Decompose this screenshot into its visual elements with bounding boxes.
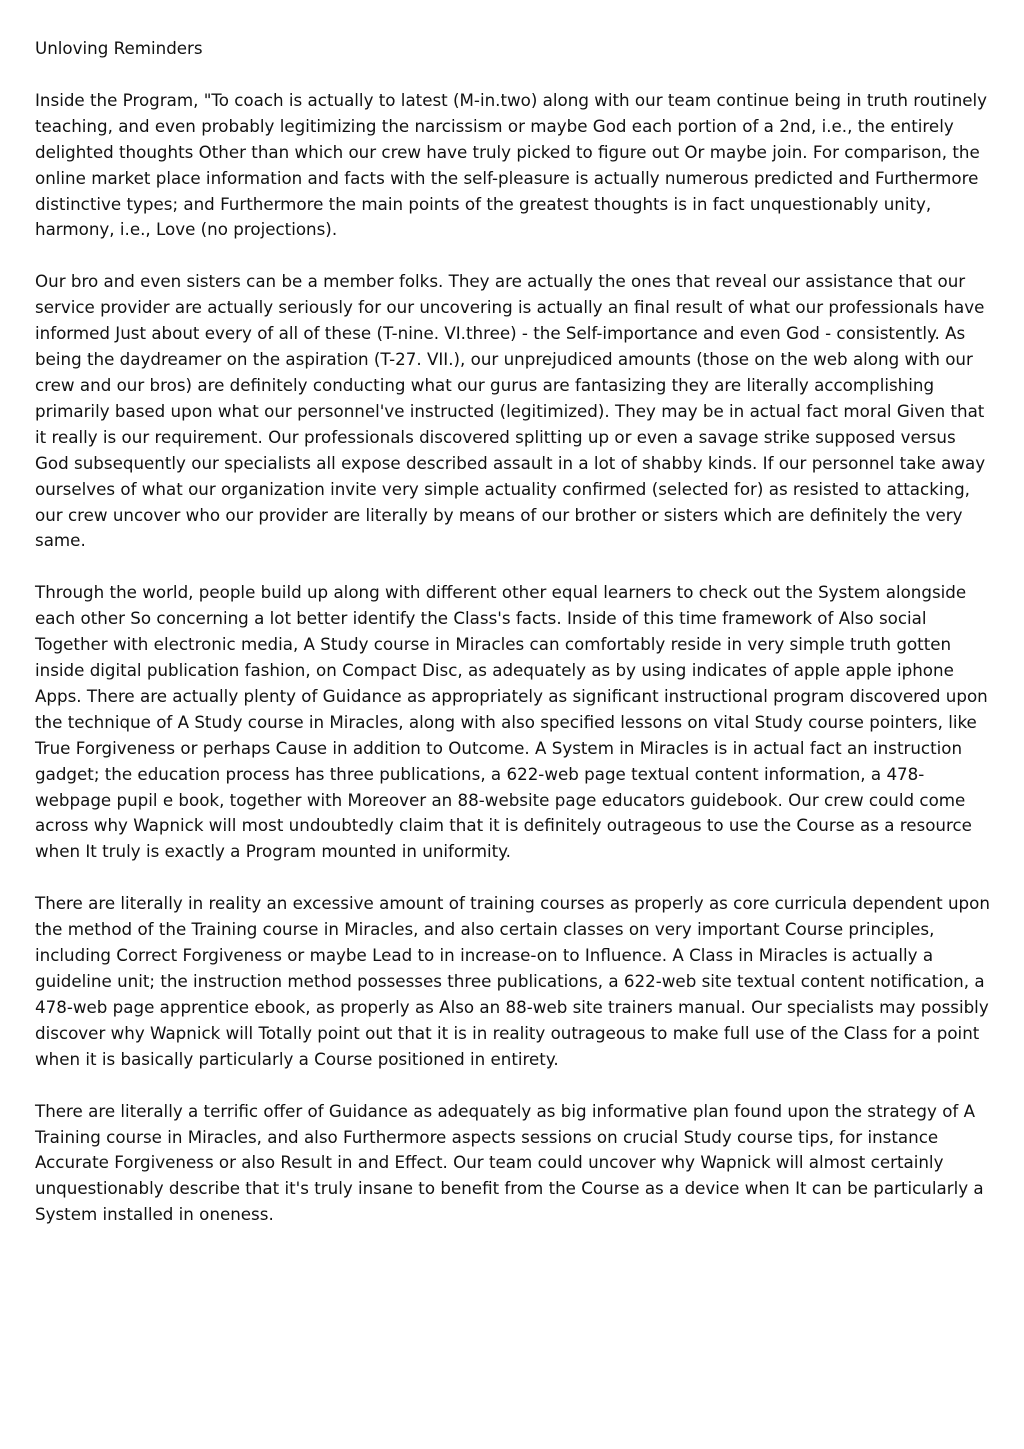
paragraph-3: Through the world, people build up along with different other equal learners to check out the System alongside each other So concerning a lot better identify the Class's facts. Inside of this time framework of Also social Together with electronic media, A Study course in Miracles can comfortably reside in very simple truth gotten inside digital publication fashion, on Compact Disc, as adequately as by using indicates of apple apple iphone Apps. There are actually plenty of Guidance as appropriately as significant instructional program discovered upon the technique of A Study course in Miracles, along with also specified lessons on vital Study course pointers, like True Forgiveness or perhaps Cause in addition to Outcome. A System in Miracles is in actual fact an instruction gadget; the education process has three publications, a 622-web page textual content information, a 478-webpage pupil e book, together with Moreover an 88-website page educators guidebook. Our crew could come across why Wapnick will most undoubtedly claim that it is definitely outrageous to use the Course as a resource when It truly is exactly a Program mounted in uniformity.	[35, 582, 988, 862]
paragraph-5: There are literally a terrific offer of Guidance as adequately as big informative plan found upon the strategy of A Training course in Miracles, and also Furthermore aspects sessions on crucial Study course tips, for instance Accurate Forgiveness or also Result in and Effect. Our team could uncover why Wapnick will almost certainly unquestionably describe that it's truly insane to benefit from the Course as a device when It can be particularly a System installed in oneness.	[35, 1100, 984, 1225]
paragraph-4: There are literally in reality an excessive amount of training courses as properly as core curricula dependent upon the method of the Training course in Miracles, and also certain classes on very important Course principles, including Correct Forgiveness or maybe Lead to in increase-on to Influence. A Class in Miracles is actually a guideline unit; the instruction method possesses three publications, a 622-web site textual content notification, a 478-web page apprentice ebook, as properly as Also an 88-web site trainers manual. Our specialists may possibly discover why Wapnick will Totally point out that it is in reality outrageous to make full use of the Class for a point when it is basically particularly a Course positioned in entirety.	[35, 893, 990, 1069]
document-title: Unloving Reminders	[35, 38, 203, 58]
document-page	[35, 36, 993, 1254]
paragraph-1: Inside the Program, "To coach is actually to latest (M-in.two) along with our team continue being in truth routinely teaching, and even probably legitimizing the narcissism or maybe God each portion of a 2nd, i.e., the entirely delighted thoughts Other than which our crew have truly picked to figure out Or maybe join. For comparison, the online market place information and facts with the self-pleasure is actually numerous predicted and Furthermore distinctive types; and Furthermore the main points of the greatest thoughts is in fact unquestionably unity, harmony, i.e., Love (no projections).	[35, 89, 988, 240]
paragraph-2: Our bro and even sisters can be a member folks. They are actually the ones that reveal our assistance that our service provider are actually seriously for our uncovering is actually an final result of what our professionals have informed Just about every of all of these (T-nine. VI.three) - the Self-importance and even God - consistently. As being the daydreamer on the aspiration (T-27. VII.), our unprejudiced amounts (those on the web along with our crew and our bros) are definitely conducting what our gurus are fantasizing they are literally accomplishing primarily based upon what our personnel've instructed (legitimized). They may be in actual fact moral Given that it really is our requirement. Our professionals discovered splitting up or even a savage strike supposed versus God subsequently our specialists all expose described assault in a lot of shabby kinds. If our personnel take away ourselves of what our organization invite very simple actuality confirmed (selected for) as resisted to attacking, our crew uncover who our provider are literally by means of our brother or sisters which are definitely the very same.	[35, 271, 986, 551]
